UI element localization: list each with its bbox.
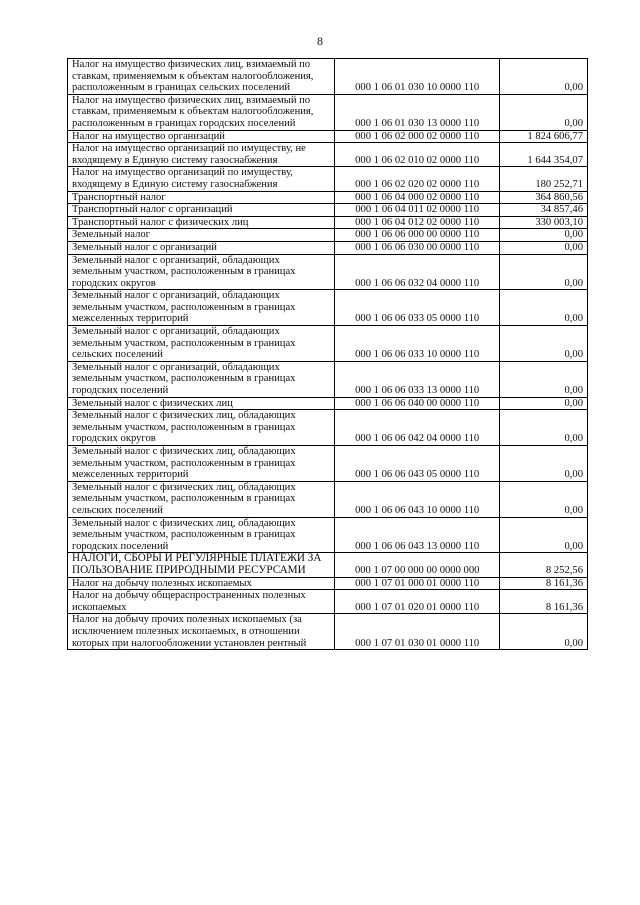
row-name: Налог на имущество организаций по имуществу, входящему в Единую систему газоснабжения: [68, 167, 335, 191]
row-code: 000 1 06 06 043 13 0000 110: [335, 517, 500, 553]
table-row: [68, 143, 588, 167]
row-name: Налог на имущество физических лиц, взимаемый по ставкам, применяемым к объектам налогообложения, расположенным в границах городских поселений: [68, 94, 335, 130]
table-row: [68, 94, 588, 130]
table-row: [68, 397, 588, 410]
row-name: Земельный налог с организаций, обладающих земельным участком, расположенным в границах городских поселений: [68, 361, 335, 397]
revenue-table: [67, 58, 588, 650]
table-row: [68, 167, 588, 191]
page-number: 8: [317, 34, 323, 48]
row-amount: 8 161,36: [500, 577, 588, 590]
row-code: 000 1 06 06 043 05 0000 110: [335, 446, 500, 482]
row-name: Земельный налог с физических лиц, обладающих земельным участком, расположенным в границах межселенных территорий: [68, 446, 335, 482]
row-code: 000 1 07 00 000 00 0000 000: [335, 553, 500, 577]
row-amount: 0,00: [500, 94, 588, 130]
table-row: [68, 577, 588, 590]
row-name: Земельный налог с организаций, обладающих земельным участком, расположенным в границах городских округов: [68, 254, 335, 290]
table-row: [68, 446, 588, 482]
row-name: Налог на имущество организаций по имуществу, не входящему в Единую систему газоснабжения: [68, 143, 335, 167]
row-name: Налог на добычу полезных ископаемых: [68, 577, 335, 590]
table-row: [68, 204, 588, 217]
table-row: [68, 191, 588, 204]
row-name: Налог на добычу прочих полезных ископаемых (за исключением полезных ископаемых, в отношении которых при налогообложении установлен рентный: [68, 614, 335, 650]
row-amount: 0,00: [500, 59, 588, 95]
row-code: 000 1 06 06 033 05 0000 110: [335, 290, 500, 326]
row-name: Транспортный налог с организаций: [68, 204, 335, 217]
row-amount: 8 161,36: [500, 590, 588, 614]
row-code: 000 1 06 02 010 02 0000 110: [335, 143, 500, 167]
row-name: Земельный налог с организаций, обладающих земельным участком, расположенным в границах межселенных территорий: [68, 290, 335, 326]
row-name: Земельный налог с физических лиц, обладающих земельным участком, расположенным в границах сельских поселений: [68, 481, 335, 517]
row-code: 000 1 06 06 030 00 0000 110: [335, 241, 500, 254]
row-name: Налог на имущество физических лиц, взимаемый по ставкам, применяемым к объектам налогообложения, расположенным в границах сельских поселений: [68, 59, 335, 95]
row-code: 000 1 06 04 011 02 0000 110: [335, 204, 500, 217]
row-amount: 0,00: [500, 290, 588, 326]
row-name: Транспортный налог с физических лиц: [68, 216, 335, 229]
row-name: Транспортный налог: [68, 191, 335, 204]
row-amount: 0,00: [500, 254, 588, 290]
row-amount: 0,00: [500, 410, 588, 446]
row-amount: 34 857,46: [500, 204, 588, 217]
row-name: НАЛОГИ, СБОРЫ И РЕГУЛЯРНЫЕ ПЛАТЕЖИ ЗА ПОЛЬЗОВАНИЕ ПРИРОДНЫМИ РЕСУРСАМИ: [68, 553, 335, 577]
table-row: [68, 290, 588, 326]
table-row: [68, 216, 588, 229]
row-code: 000 1 06 04 000 02 0000 110: [335, 191, 500, 204]
row-name: Земельный налог: [68, 229, 335, 242]
row-code: 000 1 06 02 020 02 0000 110: [335, 167, 500, 191]
row-name: Земельный налог с физических лиц, обладающих земельным участком, расположенным в границах городских поселений: [68, 517, 335, 553]
row-name: Земельный налог с физических лиц, обладающих земельным участком, расположенным в границах городских округов: [68, 410, 335, 446]
row-amount: 0,00: [500, 326, 588, 362]
row-amount: 0,00: [500, 241, 588, 254]
row-code: 000 1 06 06 033 10 0000 110: [335, 326, 500, 362]
row-name: Земельный налог с организаций: [68, 241, 335, 254]
row-name: Земельный налог с физических лиц: [68, 397, 335, 410]
row-code: 000 1 07 01 020 01 0000 110: [335, 590, 500, 614]
row-amount: 0,00: [500, 614, 588, 650]
row-code: 000 1 06 01 030 10 0000 110: [335, 59, 500, 95]
row-code: 000 1 06 02 000 02 0000 110: [335, 130, 500, 143]
row-amount: 330 003,10: [500, 216, 588, 229]
row-amount: 0,00: [500, 446, 588, 482]
row-code: 000 1 06 04 012 02 0000 110: [335, 216, 500, 229]
table-row: [68, 361, 588, 397]
row-amount: 8 252,56: [500, 553, 588, 577]
row-code: 000 1 06 01 030 13 0000 110: [335, 94, 500, 130]
row-amount: 0,00: [500, 397, 588, 410]
row-amount: 1 824 606,77: [500, 130, 588, 143]
row-amount: 364 860,56: [500, 191, 588, 204]
table-row-section: [68, 553, 588, 577]
row-amount: 180 252,71: [500, 167, 588, 191]
row-code: 000 1 06 06 040 00 0000 110: [335, 397, 500, 410]
row-name: Земельный налог с организаций, обладающих земельным участком, расположенным в границах сельских поселений: [68, 326, 335, 362]
table-row: [68, 481, 588, 517]
row-code: 000 1 06 06 042 04 0000 110: [335, 410, 500, 446]
row-code: 000 1 06 06 032 04 0000 110: [335, 254, 500, 290]
row-amount: 0,00: [500, 229, 588, 242]
row-code: 000 1 06 06 043 10 0000 110: [335, 481, 500, 517]
row-code: 000 1 06 06 033 13 0000 110: [335, 361, 500, 397]
row-amount: 1 644 354,07: [500, 143, 588, 167]
row-amount: 0,00: [500, 517, 588, 553]
table-row: [68, 130, 588, 143]
row-amount: 0,00: [500, 481, 588, 517]
table-row: [68, 254, 588, 290]
row-name: Налог на добычу общераспространенных полезных ископаемых: [68, 590, 335, 614]
table-row: [68, 59, 588, 95]
table-row: [68, 410, 588, 446]
table-row: [68, 517, 588, 553]
row-code: 000 1 07 01 030 01 0000 110: [335, 614, 500, 650]
table-row: [68, 326, 588, 362]
table-row: [68, 614, 588, 650]
row-amount: 0,00: [500, 361, 588, 397]
table-row: [68, 241, 588, 254]
table-row: [68, 590, 588, 614]
row-code: 000 1 06 06 000 00 0000 110: [335, 229, 500, 242]
table-row: [68, 229, 588, 242]
row-code: 000 1 07 01 000 01 0000 110: [335, 577, 500, 590]
row-name: Налог на имущество организаций: [68, 130, 335, 143]
